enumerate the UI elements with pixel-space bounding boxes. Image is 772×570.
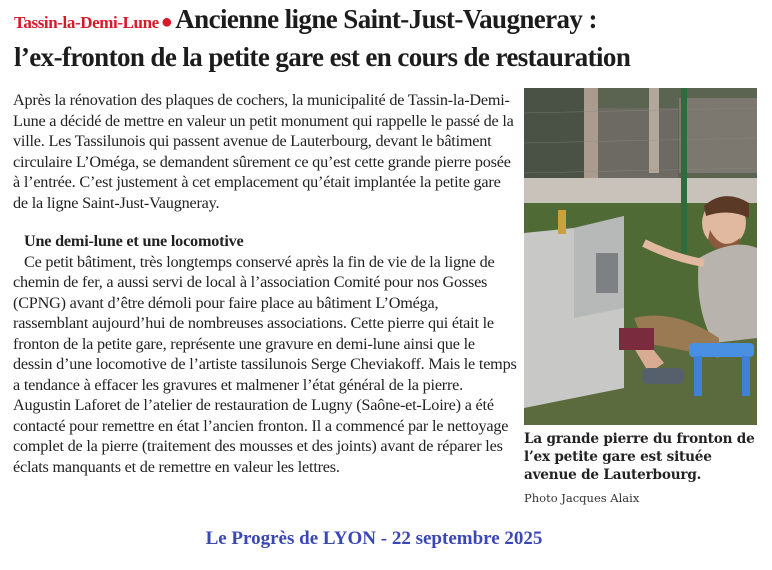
title-line-2: l’ex-fronton de la petite gare est en cours de restauration bbox=[14, 42, 631, 72]
title-line-1: Ancienne ligne Saint-Just-Vaugneray : bbox=[175, 4, 597, 34]
article-photo bbox=[524, 88, 757, 425]
photo-illustration bbox=[524, 88, 757, 425]
intro-paragraph: Après la rénovation des plaques de cochers, la municipalité de Tassin-la-Demi-Lune a décidé de mettre en valeur un petit monument qui rappelle le passé de la ville. Les Tassilunois qui passent avenue de Lauterbourg, devant le bâtiment circulaire L’Oméga, se demandent sûrement ce qu’est cette grande pierre posée à l’entrée. C’est justement à cet emplacement qu’était implantée la petite gare de la ligne Saint-Just-Vaugneray. bbox=[13, 91, 514, 212]
subheading: Une demi-lune et une locomotive bbox=[24, 232, 244, 250]
body-paragraph: Ce petit bâtiment, très longtemps conservé après la fin de vie de la ligne de chemin de fer, a aussi servi de local à l’association Comité pour nos Gosses (CPNG) avant d’être démoli pour faire place au bâtiment L’Oméga, rassemblant aujourd’hui de nombreuses associations. Cette pierre qui était le fronton de la petite gare, représente une gravure en demi-lune ainsi que le dessin d’une locomotive de l’artiste tassilunois Serge Cheviakoff. Mais le temps a tendance à effacer les gravures et malmener l’état général de la pierre. Augustin Laforet de l’atelier de restauration de Lugny (Saône-et-Loire) a été contacté pour remettre en état l’ancien fronton. Il a commencé par le nettoyage complet de la pierre (traitement des mousses et des joints) avant de réparer les éclats manquants et de remettre en valeur les lettres. bbox=[13, 252, 517, 476]
photo-credit: Photo Jacques Alaix bbox=[524, 491, 640, 505]
headline-line-1 bbox=[14, 2, 764, 40]
article-headline bbox=[14, 2, 764, 74]
source-attribution: Le Progrès de LYON - 22 septembre 2025 bbox=[205, 528, 543, 549]
bullet-separator-icon: ● bbox=[160, 11, 173, 33]
kicker-location: Tassin-la-Demi-Lune bbox=[14, 13, 159, 32]
article-body bbox=[13, 90, 517, 477]
photo-caption: La grande pierre du fronton de l’ex petite gare est située avenue de Lauterbourg. bbox=[524, 431, 755, 483]
